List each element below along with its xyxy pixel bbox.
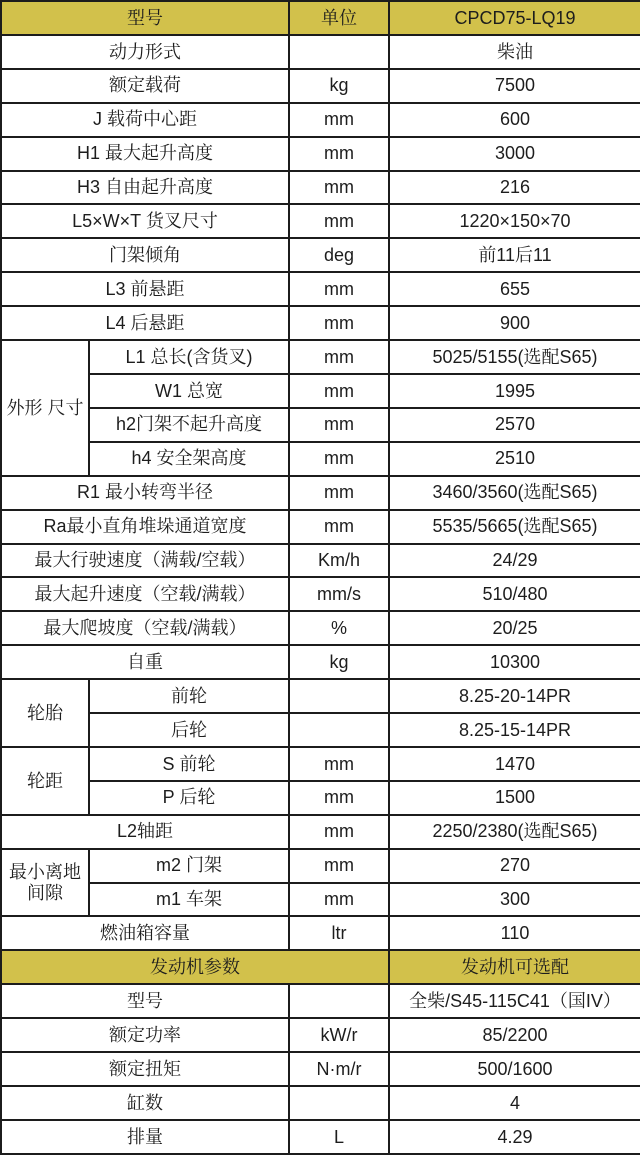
spec-label-cell: H3 自由起升高度 — [1, 171, 289, 205]
spec-value-cell: 10300 — [389, 645, 640, 679]
table-row — [1, 645, 640, 679]
spec-unit-cell: N·m/r — [289, 1052, 389, 1086]
spec-unit-cell: Km/h — [289, 544, 389, 578]
spec-label-cell: L2轴距 — [1, 815, 289, 849]
spec-value-cell: 655 — [389, 272, 640, 306]
spec-unit-cell: mm — [289, 374, 389, 408]
spec-unit-cell: mm — [289, 306, 389, 340]
table-row — [1, 1086, 640, 1120]
table-row — [1, 171, 640, 205]
spec-unit-cell: mm/s — [289, 577, 389, 611]
spec-value-cell: 柴油 — [389, 35, 640, 69]
spec-unit-cell: kg — [289, 645, 389, 679]
section-header-right: 发动机可选配 — [389, 950, 640, 984]
spec-group-cell: 轮胎 — [1, 679, 89, 747]
table-row — [1, 781, 640, 815]
spec-label-cell: 额定扭矩 — [1, 1052, 289, 1086]
spec-label-cell: 门架倾角 — [1, 238, 289, 272]
table-row — [1, 1018, 640, 1052]
spec-label-cell: 排量 — [1, 1120, 289, 1154]
spec-value-cell: 7500 — [389, 69, 640, 103]
spec-value-cell: 20/25 — [389, 611, 640, 645]
spec-group-cell: 轮距 — [1, 747, 89, 815]
spec-value-cell: 510/480 — [389, 577, 640, 611]
table-header-row — [1, 1, 640, 35]
spec-unit-cell: mm — [289, 340, 389, 374]
spec-value-cell: 300 — [389, 883, 640, 917]
table-row — [1, 883, 640, 917]
spec-value-cell: 900 — [389, 306, 640, 340]
spec-unit-cell: mm — [289, 476, 389, 510]
spec-label-cell: Ra最小直角堆垛通道宽度 — [1, 510, 289, 544]
spec-unit-cell — [289, 679, 389, 713]
table-row — [1, 916, 640, 950]
table-row — [1, 679, 640, 713]
table-row — [1, 611, 640, 645]
spec-value-cell: 5025/5155(选配S65) — [389, 340, 640, 374]
spec-label-cell: L4 后悬距 — [1, 306, 289, 340]
spec-label-cell: 最大行驶速度（满载/空载） — [1, 544, 289, 578]
spec-unit-cell: mm — [289, 510, 389, 544]
spec-value-cell: 1220×150×70 — [389, 204, 640, 238]
spec-value-cell: 8.25-15-14PR — [389, 713, 640, 747]
spec-value-cell: 3460/3560(选配S65) — [389, 476, 640, 510]
spec-value-cell: 270 — [389, 849, 640, 883]
table-row — [1, 306, 640, 340]
spec-unit-cell: L — [289, 1120, 389, 1154]
spec-unit-cell: mm — [289, 442, 389, 476]
spec-label-cell: 额定载荷 — [1, 69, 289, 103]
spec-unit-cell: mm — [289, 883, 389, 917]
section-header-row — [1, 950, 640, 984]
spec-value-cell: 全柴/S45-115C41（国IV） — [389, 984, 640, 1018]
column-header-value: CPCD75-LQ19 — [389, 1, 640, 35]
spec-unit-cell: ltr — [289, 916, 389, 950]
spec-table-body — [1, 1, 640, 1154]
spec-value-cell: 2510 — [389, 442, 640, 476]
table-row — [1, 204, 640, 238]
spec-unit-cell: mm — [289, 781, 389, 815]
spec-unit-cell: mm — [289, 849, 389, 883]
spec-label-cell: 最大起升速度（空载/满载） — [1, 577, 289, 611]
spec-label-cell: R1 最小转弯半径 — [1, 476, 289, 510]
spec-label-cell: 额定功率 — [1, 1018, 289, 1052]
spec-unit-cell: deg — [289, 238, 389, 272]
table-row — [1, 849, 640, 883]
table-row — [1, 747, 640, 781]
spec-label-cell: 前轮 — [89, 679, 289, 713]
spec-value-cell: 3000 — [389, 137, 640, 171]
spec-label-cell: P 后轮 — [89, 781, 289, 815]
table-row — [1, 713, 640, 747]
spec-label-cell: 型号 — [1, 984, 289, 1018]
spec-unit-cell: kW/r — [289, 1018, 389, 1052]
spec-label-cell: h2门架不起升高度 — [89, 408, 289, 442]
spec-unit-cell — [289, 713, 389, 747]
spec-value-cell: 4 — [389, 1086, 640, 1120]
table-row — [1, 35, 640, 69]
spec-unit-cell: mm — [289, 815, 389, 849]
table-row — [1, 1052, 640, 1086]
spec-value-cell: 600 — [389, 103, 640, 137]
spec-label-cell: 缸数 — [1, 1086, 289, 1120]
spec-value-cell: 5535/5665(选配S65) — [389, 510, 640, 544]
spec-value-cell: 500/1600 — [389, 1052, 640, 1086]
spec-unit-cell: mm — [289, 272, 389, 306]
section-header-left: 发动机参数 — [1, 950, 389, 984]
spec-label-cell: 燃油箱容量 — [1, 916, 289, 950]
table-row — [1, 374, 640, 408]
column-header-unit: 单位 — [289, 1, 389, 35]
table-row — [1, 1120, 640, 1154]
table-row — [1, 238, 640, 272]
spec-group-cell: 外形 尺寸 — [1, 340, 89, 476]
table-row — [1, 408, 640, 442]
spec-label-cell: W1 总宽 — [89, 374, 289, 408]
spec-value-cell: 24/29 — [389, 544, 640, 578]
spec-value-cell: 216 — [389, 171, 640, 205]
spec-unit-cell: mm — [289, 747, 389, 781]
spec-label-cell: L1 总长(含货叉) — [89, 340, 289, 374]
spec-label-cell: 后轮 — [89, 713, 289, 747]
spec-label-cell: 自重 — [1, 645, 289, 679]
spec-unit-cell: mm — [289, 171, 389, 205]
spec-value-cell: 8.25-20-14PR — [389, 679, 640, 713]
spec-label-cell: 动力形式 — [1, 35, 289, 69]
spec-value-cell: 1500 — [389, 781, 640, 815]
spec-label-cell: J 载荷中心距 — [1, 103, 289, 137]
spec-unit-cell: kg — [289, 69, 389, 103]
spec-label-cell: H1 最大起升高度 — [1, 137, 289, 171]
table-row — [1, 984, 640, 1018]
spec-unit-cell: mm — [289, 408, 389, 442]
spec-unit-cell — [289, 984, 389, 1018]
spec-unit-cell: mm — [289, 137, 389, 171]
spec-value-cell: 4.29 — [389, 1120, 640, 1154]
table-row — [1, 103, 640, 137]
table-row — [1, 137, 640, 171]
table-row — [1, 815, 640, 849]
spec-unit-cell: % — [289, 611, 389, 645]
spec-unit-cell — [289, 35, 389, 69]
spec-value-cell: 2250/2380(选配S65) — [389, 815, 640, 849]
table-row — [1, 272, 640, 306]
spec-value-cell: 110 — [389, 916, 640, 950]
table-row — [1, 69, 640, 103]
spec-label-cell: L3 前悬距 — [1, 272, 289, 306]
spec-label-cell: m2 门架 — [89, 849, 289, 883]
spec-value-cell: 85/2200 — [389, 1018, 640, 1052]
table-row — [1, 510, 640, 544]
spec-group-cell: 最小离地间隙 — [1, 849, 89, 917]
table-row — [1, 577, 640, 611]
spec-unit-cell — [289, 1086, 389, 1120]
table-row — [1, 544, 640, 578]
column-header-model: 型号 — [1, 1, 289, 35]
spec-label-cell: h4 安全架高度 — [89, 442, 289, 476]
table-row — [1, 476, 640, 510]
table-row — [1, 442, 640, 476]
spec-value-cell: 2570 — [389, 408, 640, 442]
spec-label-cell: m1 车架 — [89, 883, 289, 917]
spec-label-cell: S 前轮 — [89, 747, 289, 781]
spec-label-cell: 最大爬坡度（空载/满载） — [1, 611, 289, 645]
spec-unit-cell: mm — [289, 103, 389, 137]
spec-value-cell: 1470 — [389, 747, 640, 781]
table-row — [1, 340, 640, 374]
spec-value-cell: 前11后11 — [389, 238, 640, 272]
spec-label-cell: L5×W×T 货叉尺寸 — [1, 204, 289, 238]
spec-value-cell: 1995 — [389, 374, 640, 408]
spec-unit-cell: mm — [289, 204, 389, 238]
